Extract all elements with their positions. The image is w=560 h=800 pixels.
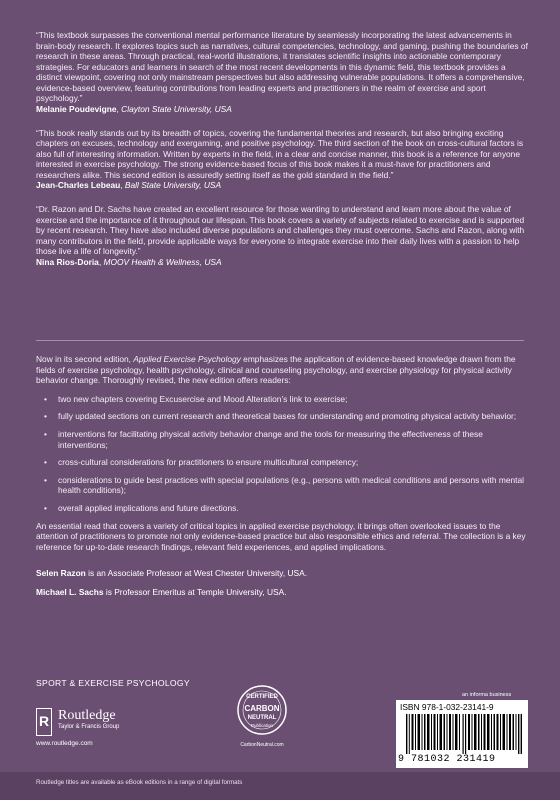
feature-item: • two new chapters covering Excusercise and Mood Alteration’s link to exercise; xyxy=(58,394,528,405)
feature-item: • overall applied implications and future directions. xyxy=(58,503,528,514)
section-divider xyxy=(36,340,524,341)
barcode-bars-icon xyxy=(406,714,522,754)
description-intro xyxy=(36,354,528,386)
publisher-group: Taylor & Francis Group xyxy=(58,724,120,730)
review-2-name: Jean-Charles Lebeau xyxy=(36,180,121,190)
reviews-section xyxy=(36,30,528,281)
footer-note: Routledge titles are available as eBook editions in a range of digital formats xyxy=(36,779,243,786)
footer-bar xyxy=(0,772,560,800)
routledge-r-icon: R xyxy=(36,708,52,736)
publisher-name: Routledge xyxy=(58,708,116,723)
feature-item: • considerations to guide best practices with special populations (e.g., persons with medical conditions and persons with mental health conditions); xyxy=(58,475,528,496)
review-3-attribution: Nina Rios-Doria, MOOV Health & Wellness, USA xyxy=(36,256,222,267)
feature-item: • cross-cultural considerations for practitioners to ensure multicultural competency; xyxy=(58,457,528,468)
review-1-attribution: Melanie Poudevigne, Clayton State University, USA xyxy=(36,103,232,114)
author-2-bio: is Professor Emeritus at Temple University, USA. xyxy=(103,587,287,598)
review-3 xyxy=(36,204,528,268)
description-section xyxy=(36,354,528,598)
isbn-digits: 9 781032 231419 xyxy=(398,754,496,765)
routledge-logo xyxy=(36,700,176,748)
series-name: SPORT & EXERCISE PSYCHOLOGY xyxy=(36,678,190,688)
author-1-bio: is an Associate Professor at West Chester University, USA. xyxy=(85,568,308,579)
feature-item: • fully updated sections on current research and theoretical bases for understanding and promoting physical activity behavior; xyxy=(58,411,528,422)
review-1-affiliation: Clayton State University, USA xyxy=(121,103,232,114)
intro-after: emphasizes the application of evidence-based knowledge drawn from the fields of exercise psychology, health psychology, clinical and counseling psychology, and exercise physiology for physical activity behavior change. Thoroughly revised, the new edition offers readers: xyxy=(36,354,516,386)
author-2 xyxy=(36,587,528,598)
publisher-url: www.routledge.com xyxy=(36,740,93,747)
author-1-name: Selen Razon xyxy=(36,568,86,579)
author-1 xyxy=(36,568,528,579)
review-2-attribution: Jean-Charles Lebeau, Ball State University, USA xyxy=(36,180,222,190)
intro-before: Now in its second edition, xyxy=(36,354,134,364)
review-1 xyxy=(36,30,528,115)
isbn-barcode xyxy=(396,700,528,768)
carbon-neutral-badge xyxy=(232,682,292,748)
svg-text:CARBON: CARBON xyxy=(244,704,280,713)
review-1-text: “This textbook surpasses the conventional mental performance literature by seamlessly incorporating the latest advancements in brain-body research. It explores topics such as narratives, cultural competencies, technology, and gaming, pushing the boundaries of research in these areas. Through practical, real-world illustrations, it translates scientific insights into actionable contemporary strategies. For educators and learners in search of the most recent developments in this dynamic field, this textbook provides a distinct viewpoint, covering not only mainstream perspectives but also addressing vulnerable populations. It offers a comprehensive, evidence-based overview, featuring contributions from leading experts and practitioners in the realm of exercise and sport psychology.” xyxy=(36,30,528,103)
feature-item: • interventions for facilitating physical activity behavior change and the tools for measuring the effectiveness of these interventions; xyxy=(58,429,528,450)
description-closing: An essential read that covers a variety of critical topics in applied exercise psychology, it brings often overlooked issues to the attention of practitioners to promote not only evidence-based practice but also responsible ethics and referral. The collection is a key reference for up-to-date research findings, relevant field experiences, and applied implications. xyxy=(36,520,526,552)
review-3-name: Nina Rios-Doria xyxy=(36,256,99,267)
review-3-affiliation: MOOV Health & Wellness, USA xyxy=(103,256,222,267)
svg-text:NEUTRAL: NEUTRAL xyxy=(247,715,277,721)
feature-list xyxy=(36,394,528,514)
isbn-label: ISBN 978-1-032-23141-9 xyxy=(400,702,494,712)
svg-text:Publication: Publication xyxy=(250,723,274,728)
svg-text:CERTIFIED: CERTIFIED xyxy=(246,694,278,700)
informa-tagline: an informa business xyxy=(462,692,512,698)
carbon-neutral-seal-icon xyxy=(232,682,292,742)
review-3-text: “Dr. Razon and Dr. Sachs have created an excellent resource for those wanting to understand and learn more about the value of exercise and the importance of it throughout our lifespan. This book covers a variety of subjects related to exercise and is supported by recent research. They have also included diverse populations and challenges they must overcome. Sachs and Razon, along with many contributors in the field, provide applicable ways for everyone to integrate exercise into their daily lives with a passion to help those live a life of longevity.” xyxy=(36,204,525,256)
review-2 xyxy=(36,128,528,192)
review-2-text: “This book really stands out by its breadth of topics, covering the fundamental theories and research, but also bringing exciting chapters on excuses, technology and exergaming, and positive psychology. The third section of the book on cross-cultural factors is also full of interesting information. Written by experts in the field, in a clear and concise manner, this book is a reference for anyone interested in exercise psychology. The strong evidence-based focus of this book makes it a must-have for practitioners and researchers alike. This second edition is assuredly setting itself as the gold standard in the field.” xyxy=(36,127,524,180)
author-2-name: Michael L. Sachs xyxy=(36,587,104,598)
book-title: Applied Exercise Psychology xyxy=(133,354,241,364)
review-2-affiliation: Ball State University, USA xyxy=(124,180,222,190)
carbon-url: CarbonNeutral.com xyxy=(240,742,284,748)
review-1-name: Melanie Poudevigne xyxy=(36,103,117,114)
